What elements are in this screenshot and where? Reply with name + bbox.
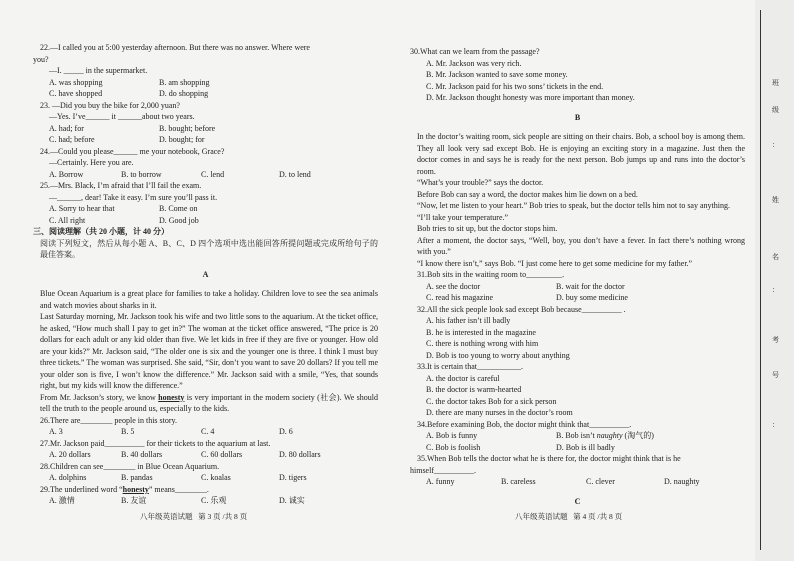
q32-option-c[interactable]: C. there is nothing wrong with him [426,339,539,348]
q26-stem: 26.There are________ people in this story. [40,415,178,425]
q24-line2: —Certainly. Here you are. [49,158,134,167]
q31-option-d[interactable]: D. buy some medicine [556,293,628,302]
q34-option-a[interactable]: A. Bob is funny [426,431,478,440]
q25-options-2 [33,215,378,227]
q25-option-b[interactable]: B. Come on [159,204,198,213]
binding-label-id-1: 考 [772,336,779,344]
q32-stem: 32.All the sick people look sad except Bob because__________ . [417,304,626,314]
q22-line3: —I. _____ in the supermarket. [49,66,148,75]
q34-options-2 [410,442,745,454]
q23-option-c[interactable]: C. had; before [49,135,95,144]
q35-option-c[interactable]: C. clever [586,477,615,486]
passage-a-para1: Blue Ocean Aquarium is a great place for families to take a holiday. Children love to see the sea animals and watch movies about sharks in it. [40,289,378,310]
page-footer-left: 八年级英语试题 第 3 页 /共 8 页 [140,512,248,521]
binding-label-name-1: 姓 [772,196,779,204]
q29-stem [33,484,378,496]
q31-option-b[interactable]: B. wait for the doctor [556,281,625,291]
q31-options-2 [410,292,745,304]
q32-option-b[interactable]: B. he is interested in the magazine [426,327,536,337]
q26-option-d[interactable]: D. 6 [279,427,293,436]
passage-b-label: B [574,112,581,122]
q31-stem: 31.Bob sits in the waiting room to_________. [417,270,565,279]
passage-c-label: C [574,496,581,506]
binding-label-colon-2: ： [772,286,779,294]
q22-option-d[interactable]: D. do shopping [159,89,209,98]
q22-option-c[interactable]: C. have shopped [49,89,103,98]
binding-label-class-2: 级 [772,106,779,114]
q35-option-a[interactable]: A. funny [426,477,455,486]
binding-label-colon-3: ： [772,421,779,429]
q30-option-b[interactable]: B. Mr. Jackson wanted to save some money. [426,70,568,79]
section3-instructions: 阅读下列短文，然后从每小题 A、B、C、D 四个选项中选出能回答所提问题或完成所给句子的最佳答案。 [40,238,378,259]
binding-label-class-1: 班 [772,79,779,87]
q24-line1: 24.—Could you please______ me your notebook, Grace? [40,146,225,156]
section3-heading: 三、阅读理解（共 20 小题，计 40 分） [33,227,169,236]
q30-option-d[interactable]: D. Mr. Jackson thought honesty was more important than money. [426,93,635,102]
q22-options [33,77,378,89]
q25-options [33,203,378,215]
q25-option-a[interactable]: A. Sorry to hear that [49,204,115,213]
q34-option-b[interactable] [556,430,654,442]
q28-option-b[interactable]: B. pandas [121,473,153,482]
q34-option-b-post: (淘气的) [622,431,654,440]
q29-stem-pre: 29.The underlined word “ [40,484,123,494]
passage-a-para3-post: is very important in the modern society (社会). We should tell the truth to the people around us, especially to the kids. [40,392,379,413]
passage-b-para2: “What’s your trouble?” says the doctor. [417,178,544,187]
q22-options-2 [33,88,378,100]
q22-option-a[interactable]: A. was shopping [49,77,103,87]
q31-option-c[interactable]: C. read his magazine [426,293,494,302]
q33-stem: 33.It is certain that___________. [417,362,523,371]
q35-option-b[interactable]: B. careless [501,477,536,486]
q24-option-b[interactable]: B. to borrow [121,169,162,179]
left-column [33,42,378,507]
passage-b-para1: In the doctor’s waiting room, sick people are sitting on their chairs. Bob, a school boy is among them. They all look very sad except Bob. He is enjoying an exciting story in a magazine. Just then the doctor comes in and says he is ready for the next person. Bob jumps up and runs into the doctor’s room. [417,132,745,176]
q24-option-d[interactable]: D. to lend [279,169,311,179]
underlined-word-honesty: honesty [158,392,185,402]
binding-label-name-2: 名 [772,253,779,261]
page-footer-right: 八年级英语试题 第 4 页 /共 8 页 [515,512,623,521]
q23-options [33,123,378,135]
q27-option-d[interactable]: D. 80 dollars [279,450,321,459]
q34-option-d[interactable]: D. Bob is ill badly [556,442,615,452]
right-column [410,46,745,515]
q28-options [33,472,378,484]
q32-option-a[interactable]: A. his father isn’t ill badly [426,316,511,325]
passage-a-para3-pre: From Mr. Jackson’s story, we know [40,392,159,402]
q34-option-c[interactable]: C. Bob is foolish [426,442,481,452]
binding-label-colon-1: ： [772,141,779,149]
q28-option-a[interactable]: A. dolphins [49,473,87,482]
q29-options [33,495,378,507]
q26-option-b[interactable]: B. 5 [121,427,135,436]
passage-b-para5: “I’ll take your temperature.” [417,212,509,222]
passage-b-para7: After a moment, the doctor says, “Well, boy, you don’t have a fever. In fact there’s nothing wrong with you.” [417,235,745,256]
passage-a-para2: Last Saturday morning, Mr. Jackson took his wife and two little sons to the aquarium. At the ticket office, he asked, “How much shall I pay to get in?” The woman at the ticket office answered, “The price is 20 dollars for each adult or any kid older than five. We let kids in free if they are five or younger. How old are your kids?” Mr. Jackson said, “The older one is six and the younger one is three. I think I must buy three tickets.” The woman was surprised. She said, “Sir, don’t you want to save 20 dollars? If you tell me your older son is five, I won’t know the difference.” Mr. Jackson said with a smile, “Yes, that sounds right, but my kids will know the difference.” [40,312,379,390]
q27-option-c[interactable]: C. 60 dollars [201,450,243,459]
q23-line2: —Yes. I’ve______ it ______about two years. [49,112,195,121]
q35-options [410,476,745,488]
q34-option-b-pre: B. Bob isn’t [556,431,597,440]
q28-stem: 28.Children can see________ in Blue Ocean Aquarium. [40,461,220,471]
binding-line [760,10,761,550]
q24-option-a[interactable]: A. Borrow [49,169,84,179]
passage-b-para6: Bob tries to sit up, but the doctor stops him. [417,224,558,233]
q34-stem: 34.Before examining Bob, the doctor might think that__________. [417,419,632,429]
q33-option-b[interactable]: B. the doctor is warm-hearted [426,385,522,394]
q22-line2: you? [33,54,49,64]
q26-options [33,426,378,438]
q30-stem: 30.What can we learn from the passage? [410,47,540,56]
q33-option-a[interactable]: A. the doctor is careful [426,373,500,383]
q26-option-a[interactable]: A. 3 [49,427,63,436]
q27-option-b[interactable]: B. 40 dollars [121,450,163,459]
binding-margin [755,0,794,561]
q26-option-c[interactable]: C. 4 [201,427,215,436]
q31-options [410,281,745,293]
passage-a-label: A [202,269,209,279]
q22-line1: 22.—I called you at 5:00 yesterday afternoon. But there was no answer. Where were [40,43,310,52]
q23-option-d[interactable]: D. bought; for [159,135,205,144]
q28-option-c[interactable]: C. koalas [201,473,231,482]
q33-option-d[interactable]: D. there are many nurses in the doctor’s room [426,408,573,417]
q23-option-a[interactable]: A. had; for [49,123,84,133]
q25-option-d[interactable]: D. Good job [159,215,199,225]
q27-options [33,449,378,461]
q32-option-d[interactable]: D. Bob is too young to worry about anything [426,350,570,360]
q29-option-b[interactable]: B. 友谊 [121,496,147,505]
q23-options-2 [33,134,378,146]
q30-option-a[interactable]: A. Mr. Jackson was very rich. [426,58,522,68]
q35-line1: 35.When Bob tells the doctor what he is there for, the doctor might think that is he [417,454,681,463]
q29-option-d[interactable]: D. 诚实 [279,496,305,505]
q34-options [410,430,745,442]
q27-option-a[interactable]: A. 20 dollars [49,450,91,459]
q23-line1: 23. —Did you buy the bike for 2,000 yuan? [40,100,180,110]
q27-stem: 27.Mr. Jackson paid__________ for their tickets to the aquarium at last. [40,438,271,448]
passage-b-para8: “I know there isn’t,” says Bob. “I just come here to get some medicine for my father.” [417,258,693,268]
q25-line1: 25.—Mrs. Black, I’m afraid that I’ll fail the exam. [40,181,202,190]
q29-option-a[interactable]: A. 激情 [49,496,75,505]
q29-option-c[interactable]: C. 乐观 [201,496,227,505]
q24-options [33,169,378,181]
q30-option-c[interactable]: C. Mr. Jackson paid for his two sons’ tickets in the end. [426,81,604,91]
q34-option-b-word: naughty [596,431,623,440]
q25-option-c[interactable]: C. All right [49,215,86,225]
q29-stem-post: ” means________. [148,484,209,494]
q25-line2: —______, dear! Take it easy. I’m sure you’ll pass it. [49,192,218,202]
q28-option-d[interactable]: D. tigers [279,473,307,482]
passage-b-para3: Before Bob can say a word, the doctor makes him lie down on a bed. [417,189,638,199]
q29-word: honesty [122,484,149,494]
q22-option-b[interactable]: B. am shopping [159,77,210,87]
passage-b-para4: “Now, let me listen to your heart.” Bob tries to speak, but the doctor tells him not to say anything. [417,201,730,210]
passage-a-para3 [33,392,378,415]
q31-option-a[interactable]: A. see the doctor [426,281,481,291]
q35-option-d[interactable]: D. naughty [664,477,700,486]
binding-label-id-2: 号 [772,371,779,379]
q33-option-c[interactable]: C. the doctor takes Bob for a sick person [426,396,557,406]
q23-option-b[interactable]: B. bought; before [159,123,216,133]
q35-line2: himself__________. [410,465,476,475]
q24-option-c[interactable]: C. lend [201,169,225,179]
